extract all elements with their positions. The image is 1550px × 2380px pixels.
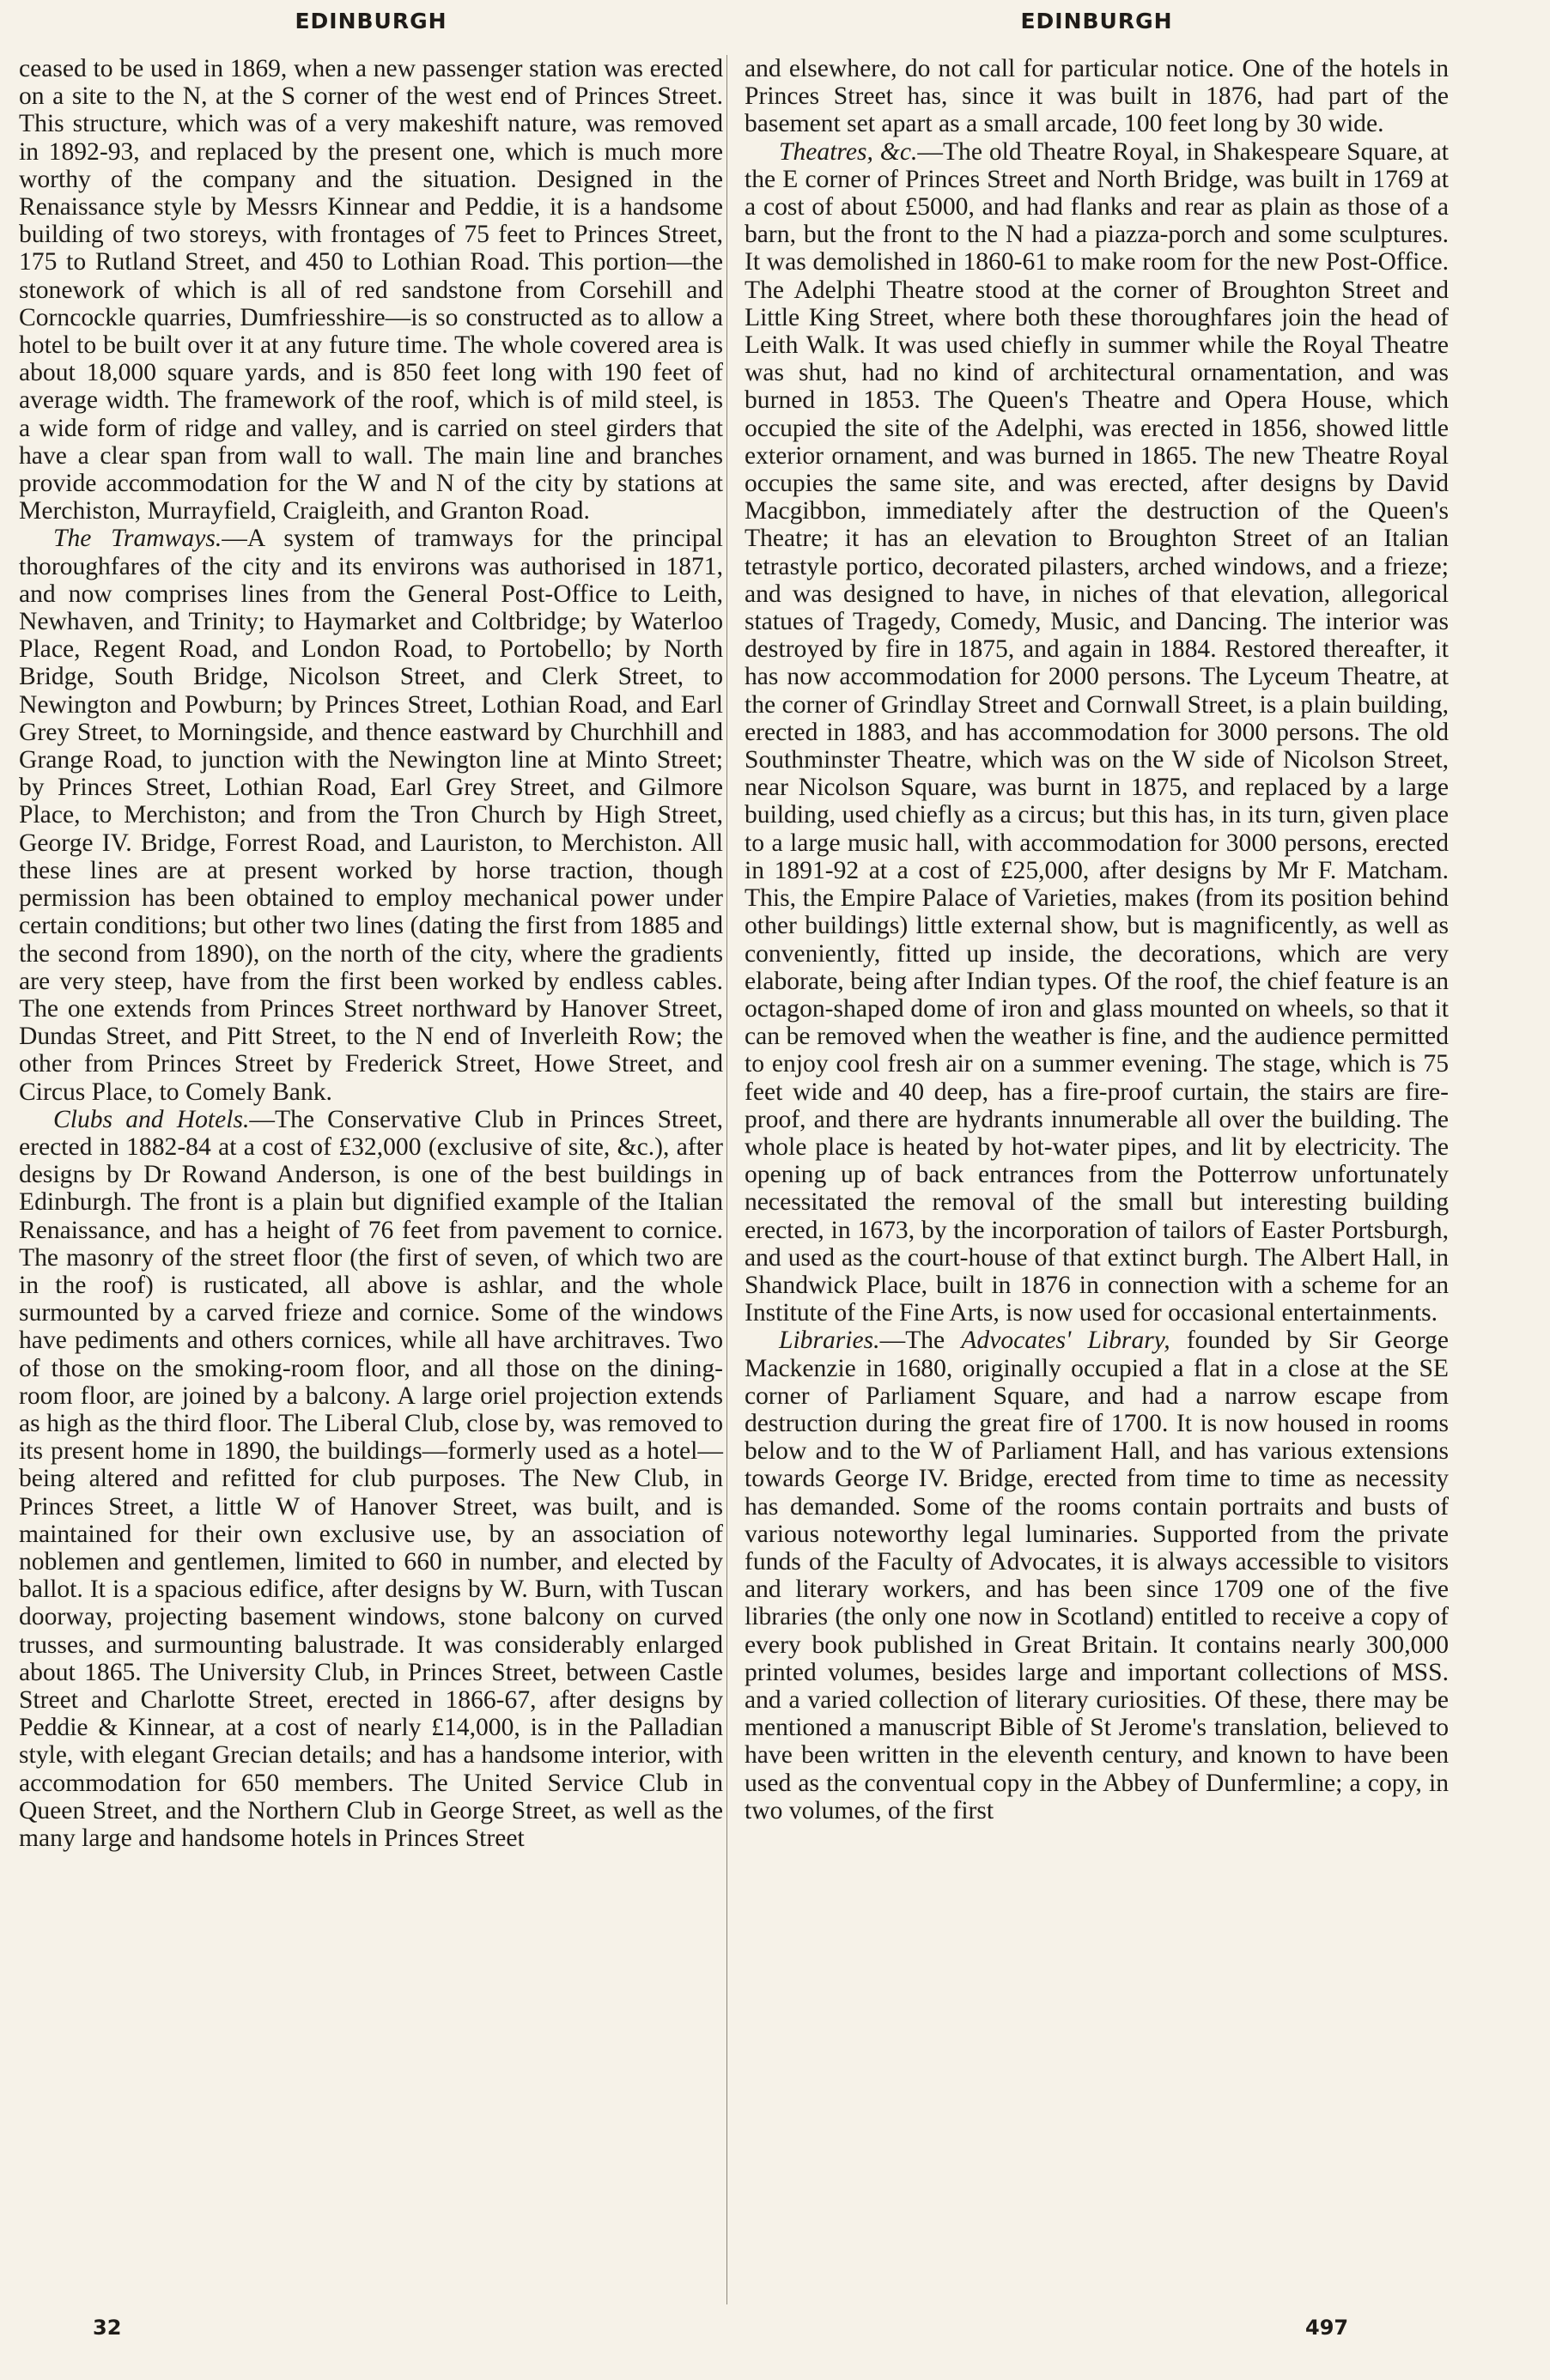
page-number-left: 32 [93, 2316, 122, 2340]
section-heading-tramways: The Tramways. [53, 525, 222, 553]
advocates-library-title: Advocates' Library, [961, 1327, 1170, 1355]
paragraph-hotels-continued: and elsewhere, do not call for particular notice. One of the hotels in Princes Street has, since it was built in 1876, had part of the basement set apart as a small arcade, 100 feet long by 30 wide. [745, 55, 1449, 138]
section-heading-libraries: Libraries. [779, 1327, 880, 1355]
column-divider [726, 55, 727, 2304]
theatres-text: —The old Theatre Royal, in Shakespeare Square, at the E corner of Princes Street and North Bridge, was built in 1769 at a cost of about £5000, and had flanks and rear as plain as those of a barn, but the front to the N had a piazza-porch and some sculptures. It was demolished in 1860-61 to make room for the new Post-Office. The Adelphi Theatre stood at the corner of Broughton Street and Little King Street, where both these thoroughfares join the head of Leith Walk. It was used chiefly in summer while the Royal Theatre was shut, had no kind of architectural ornamentation, and was burned in 1853. The Queen's Theatre and Opera House, which occupied the site of the Adelphi, was erected in 1856, showed little exterior ornament, and was burned in 1865. The new Theatre Royal occupies the same site, and was erected, after designs by David Macgibbon, immediately after the destruction of the Queen's Theatre; it has an elevation to Broughton Street of an Italian tetrastyle portico, decorated pilasters, arched windows, and a frieze; and was designed to have, in niches of that elevation, allegorical statues of Tragedy, Comedy, Music, and Dancing. The interior was destroyed by fire in 1875, and again in 1884. Restored thereafter, it has now accommodation for 2000 persons. The Lyceum Theatre, at the corner of Grindlay Street and Cornwall Street, is a plain building, erected in 1883, and has accommodation for 3000 persons. The old Southminster Theatre, which was on the W side of Nicolson Street, near Nicolson Square, was burnt in 1875, and replaced by a large building, used chiefly as a circus; but this has, in its turn, given place to a large music hall, with accommodation for 3000 persons, erected in 1891-92 at a cost of £25,000, after designs by Mr F. Matcham. This, the Empire Palace of Varieties, makes (from its position behind other buildings) little external show, but is magnificently, as well as conveniently, fitted up inside, the decorations, which are very elaborate, being after Indian types. Of the roof, the chief feature is an octagon-shaped dome of iron and glass mounted on wheels, so that it can be removed when the weather is fine, and the audience permitted to enjoy cool fresh air on a summer evening. The stage, which is 75 feet wide and 40 deep, has a fire-proof curtain, the stairs are fire-proof, and there are hydrants innumerable all over the building. The whole place is heated by hot-water pipes, and lit by electricity. The opening up of back entrances from the Potterrow unfortunately necessitated the removal of the small but interesting building erected, in 1673, by the incorporation of tailors of Easter Portsburgh, and used as the court-house of that extinct burgh. The Albert Hall, in Shandwick Place, built in 1876 in connection with a scheme for an Institute of the Fine Arts, is now used for occasional entertainments. [745, 137, 1449, 1327]
section-heading-theatres: Theatres, &c. [779, 137, 918, 166]
paragraph-tramways [19, 525, 723, 1105]
page-number-right: 497 [1305, 2316, 1349, 2340]
section-heading-clubs-hotels: Clubs and Hotels. [53, 1105, 250, 1133]
right-column [745, 55, 1449, 1824]
libraries-dash: —The [879, 1327, 962, 1355]
running-head-left: EDINBURGH [295, 9, 447, 33]
left-column [19, 55, 723, 1852]
paragraph-station: ceased to be used in 1869, when a new passenger station was erected on a site to the N, at the S corner of the west end of Princes Street. This structure, which was of a very makeshift nature, was removed in 1892-93, and replaced by the present one, which is much more worthy of the company and the situation. Designed in the Renaissance style by Messrs Kinnear and Peddie, it is a handsome building of two storeys, with frontages of 75 feet to Princes Street, 175 to Rutland Street, and 450 to Lothian Road. This portion—the stonework of which is all of red sandstone from Corsehill and Corncockle quarries, Dumfriesshire—is so constructed as to allow a hotel to be built over it at any future time. The whole covered area is about 18,000 square yards, and is 850 feet long with 190 feet of average width. The framework of the roof, which is of mild steel, is a wide form of ridge and valley, and is carried on steel girders that have a clear span from wall to wall. The main line and branches provide accommodation for the W and N of the city by stations at Merchiston, Murrayfield, Craigleith, and Granton Road. [19, 55, 723, 525]
tramways-text: —A system of tramways for the principal thoroughfares of the city and its environs was authorised in 1871, and now comprises lines from the General Post-Office to Leith, Newhaven, and Trinity; to Haymarket and Coltbridge; by Waterloo Place, Regent Road, and London Road, to Portobello; by North Bridge, South Bridge, Nicolson Street, and Clerk Street, to Newington and Powburn; by Princes Street, Lothian Road, and Earl Grey Street, to Morningside, and thence eastward by Churchhill and Grange Road, to junction with the Newington line at Minto Street; by Princes Street, Lothian Road, Earl Grey Street, and Gilmore Place, to Merchiston; and from the Tron Church by High Street, George IV. Bridge, Forrest Road, and Lauriston, to Merchiston. All these lines are at present worked by horse traction, though permission has been obtained to employ mechanical power under certain conditions; but other two lines (dating the first from 1885 and the second from 1890), on the north of the city, where the gradients are very steep, have from the first been worked by endless cables. The one extends from Princes Street northward by Hanover Street, Dundas Street, and Pitt Street, to the N end of Inverleith Row; the other from Princes Street by Frederick Street, Howe Street, and Circus Place, to Comely Bank. [19, 525, 723, 1106]
running-head-right: EDINBURGH [1020, 9, 1173, 33]
libraries-text: founded by Sir George Mackenzie in 1680, originally occupied a flat in a close at the SE corner of Parliament Square, and had a narrow escape from destruction during the great fire of 1700. It is now housed in rooms below and to the W of Parliament Hall, and has various extensions towards George IV. Bridge, erected from time to time as necessity has demanded. Some of the rooms contain portraits and busts of various noteworthy legal luminaries. Supported from the private funds of the Faculty of Advocates, it is always accessible to visitors and literary workers, and has been since 1709 one of the five libraries (the only one now in Scotland) entitled to receive a copy of every book published in Great Britain. It contains nearly 300,000 printed volumes, besides large and important collections of MSS. and a varied collection of literary curiosities. Of these, there may be mentioned a manuscript Bible of St Jerome's translation, believed to have been written in the eleventh century, and known to have been used as the conventual copy in the Abbey of Dunfermline; a copy, in two volumes, of the first [745, 1327, 1449, 1824]
paragraph-libraries [745, 1327, 1449, 1824]
paragraph-theatres [745, 138, 1449, 1327]
clubs-hotels-text: —The Conservative Club in Princes Street, erected in 1882-84 at a cost of £32,000 (exclusive of site, &c.), after designs by Dr Rowand Anderson, is one of the best buildings in Edinburgh. The front is a plain but dignified example of the Italian Renaissance, and has a height of 76 feet from pavement to cornice. The masonry of the street floor (the first of seven, of which two are in the roof) is rusticated, all above is ashlar, and the whole surmounted by a carved frieze and cornice. Some of the windows have pediments and others cornices, while all have architraves. Two of those on the smoking-room floor, and all those on the dining-room floor, are joined by a balcony. A large oriel projection extends as high as the third floor. The Liberal Club, close by, was removed to its present home in 1890, the buildings—formerly used as a hotel—being altered and refitted for club purposes. The New Club, in Princes Street, a little W of Hanover Street, was built, and is maintained for their own exclusive use, by an association of noblemen and gentlemen, limited to 660 in number, and elected by ballot. It is a spacious edifice, after designs by W. Burn, with Tuscan doorway, projecting basement windows, stone balcony on curved trusses, and surmounting balustrade. It was considerably enlarged about 1865. The University Club, in Princes Street, between Castle Street and Charlotte Street, erected in 1866-67, after designs by Peddie & Kinnear, at a cost of nearly £14,000, is in the Palladian style, with elegant Grecian details; and has a handsome interior, with accommodation for 650 members. The United Service Club in Queen Street, and the Northern Club in George Street, as well as the many large and handsome hotels in Princes Street [19, 1105, 724, 1852]
paragraph-clubs-hotels [19, 1106, 723, 1852]
